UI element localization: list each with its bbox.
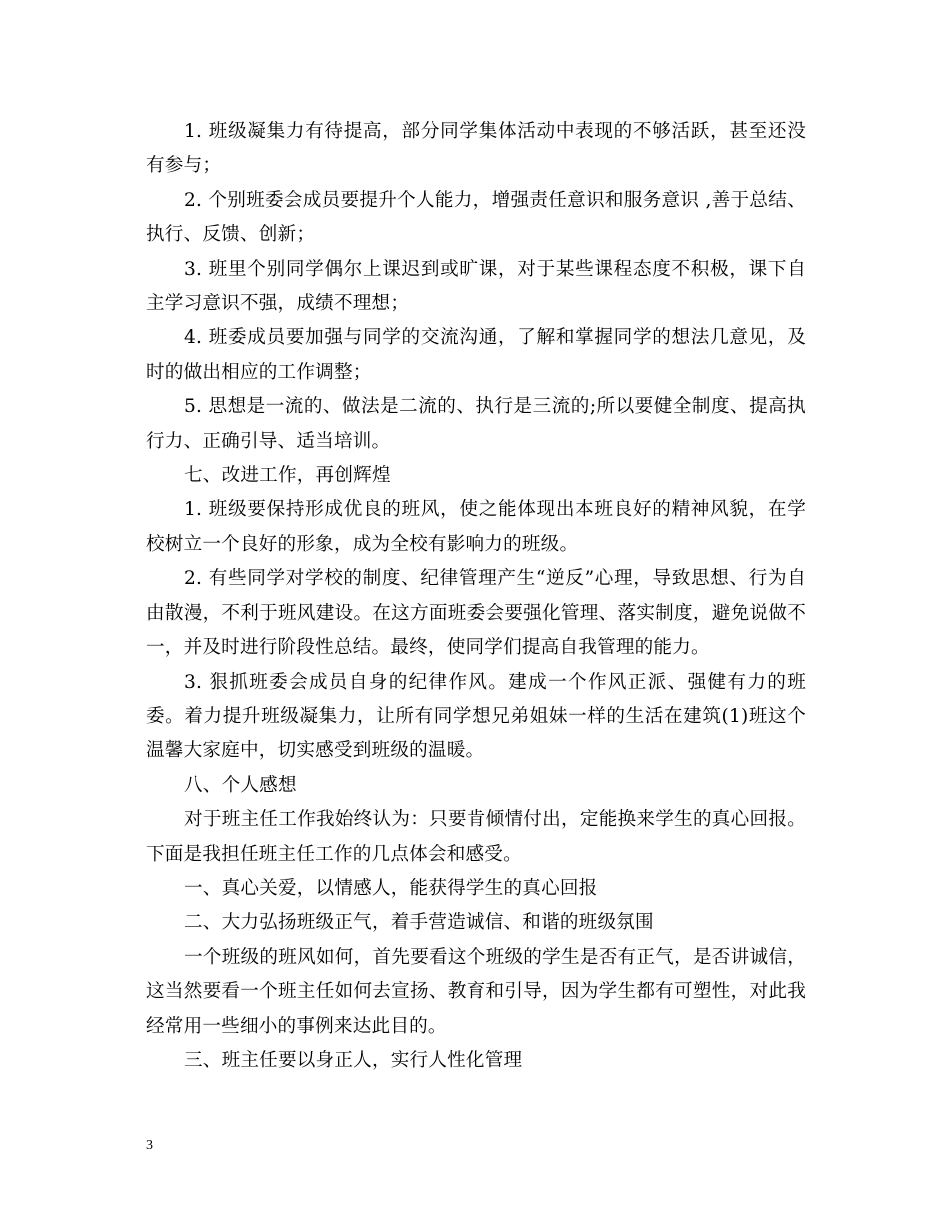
paragraph-improve-1: 1. 班级要保持形成优良的班风，使之能体现出本班良好的精神风貌，在学校树立一个良好的形象，成为全校有影响力的班级。 bbox=[146, 499, 806, 555]
page-number: 3 bbox=[146, 1138, 153, 1153]
paragraph-issue-1: 1. 班级凝集力有待提高，部分同学集体活动中表现的不够活跃，甚至还没有参与； bbox=[146, 121, 806, 177]
section-heading-8: 八、个人感想 bbox=[184, 774, 297, 796]
paragraph-class-atmosphere: 一个班级的班风如何，首先要看这个班级的学生是否有正气，是否讲诚信，这当然要看一个班主任如何去宣扬、教育和引导，因为学生都有可塑性，对此我经常用一些细小的事例来达此目的。 bbox=[146, 946, 806, 1037]
paragraph-issue-2: 2. 个别班委会成员要提升个人能力，增强责任意识和服务意识 ,善于总结、执行、反馈、创新； bbox=[146, 189, 806, 246]
subheading-2: 二、大力弘扬班级正气，着手营造诚信、和谐的班级氛围 bbox=[184, 912, 654, 934]
paragraph-issue-5: 5. 思想是一流的、做法是二流的、执行是三流的;所以要健全制度、提高执行力、正确引导、适当培训。 bbox=[146, 396, 806, 452]
subheading-3: 三、班主任要以身正人，实行人性化管理 bbox=[184, 1049, 523, 1071]
paragraph-reflection-intro: 对于班主任工作我始终认为：只要肯倾情付出，定能换来学生的真心回报。下面是我担任班主任工作的几点体会和感受。 bbox=[146, 809, 806, 865]
paragraph-issue-4: 4. 班委成员要加强与同学的交流沟通，了解和掌握同学的想法几意见，及时的做出相应的工作调整； bbox=[146, 327, 806, 383]
section-heading-7: 七、改进工作，再创辉煌 bbox=[184, 465, 391, 487]
paragraph-improve-2: 2. 有些同学对学校的制度、纪律管理产生“逆反”心理，导致思想、行为自由散漫，不利于班风建设。在这方面班委会要强化管理、落实制度，避免说做不一，并及时进行阶段性总结。最终，使同学们提高自我管理的能力。 bbox=[146, 568, 806, 659]
paragraph-improve-3: 3. 狠抓班委会成员自身的纪律作风。建成一个作风正派、强健有力的班委。着力提升班级凝集力，让所有同学想兄弟姐妹一样的生活在建筑(1)班这个温馨大家庭中，切实感受到班级的温暖。 bbox=[146, 671, 806, 762]
subheading-1: 一、真心关爱，以情感人，能获得学生的真心回报 bbox=[184, 877, 598, 899]
paragraph-issue-3: 3. 班里个别同学偶尔上课迟到或旷课，对于某些课程态度不积极，课下自主学习意识不强，成绩不理想； bbox=[146, 258, 806, 315]
document-body bbox=[146, 115, 806, 1078]
